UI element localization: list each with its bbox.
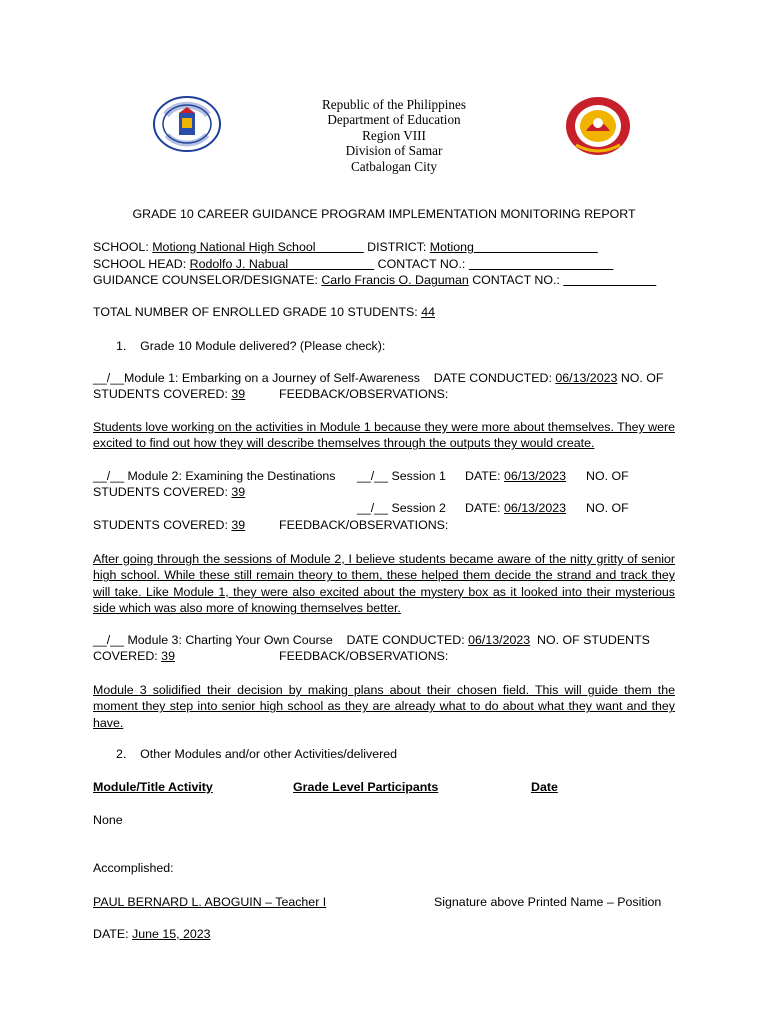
module2-feedback: After going through the sessions of Module 2, I believe students became aware of the nitty gritty of senior high school. While these still remain theory to them, these helped them decide the strand and track they will take. Like Module 1, they were also excited about the mystery box as it looked into their mysterious side which was also more of knowing themselves better. xyxy=(93,552,675,616)
question-2: 2. Other Modules and/or other Activities/delivered xyxy=(116,747,398,761)
module3-date: 06/13/2023 xyxy=(468,633,531,647)
header-line-division: Division of Samar xyxy=(345,143,443,159)
module1-students: 39 xyxy=(231,387,246,401)
module1-feedback: Students love working on the activities in Module 1 because they were more about themselves. They were excited to find out how they will describe themselves through the outputs they would create. xyxy=(93,420,675,451)
module2-noof-1: NO. OF xyxy=(586,469,629,483)
school-value: Motiong National High School xyxy=(152,240,316,254)
contact-label: CONTACT NO.: xyxy=(377,257,466,271)
module2-session1-line: __/__ Session 1 xyxy=(357,469,446,483)
deped-seal-icon xyxy=(152,95,222,153)
counselor-line xyxy=(93,273,656,287)
school-head-label: SCHOOL HEAD: xyxy=(93,257,187,271)
module1-students-line: STUDENTS COVERED: 39 xyxy=(93,387,246,401)
module2-date2: 06/13/2023 xyxy=(504,501,567,515)
header-line-city: Catbalogan City xyxy=(350,158,438,174)
enrolled-line xyxy=(93,305,435,319)
module1-feedback-label: FEEDBACK/OBSERVATIONS: xyxy=(279,387,449,401)
module3-covered-line: COVERED: 39 xyxy=(93,649,175,663)
header-line-republic: Republic of the Philippines xyxy=(322,97,466,112)
footer-date-line: DATE: June 15, 2023 xyxy=(93,927,211,941)
module2-students1-line: STUDENTS COVERED: 39 xyxy=(93,485,246,499)
question-1: 1. Grade 10 Module delivered? (Please check): xyxy=(116,339,386,353)
table-header-date: Date xyxy=(531,780,558,794)
enrolled-value: 44 xyxy=(421,305,435,319)
counselor-value: Carlo Francis O. Daguman xyxy=(321,273,469,287)
district-value: Motiong xyxy=(429,240,474,254)
counselor-contact-blank xyxy=(563,273,656,287)
session2-check[interactable]: __/__ xyxy=(357,501,389,515)
report-title: GRADE 10 CAREER GUIDANCE PROGRAM IMPLEMENTATION MONITORING REPORT xyxy=(132,207,636,221)
module3-line: __/__ Module 3: Charting Your Own Course DATE CONDUCTED: 06/13/2023 NO. OF STUDENTS xyxy=(93,633,650,647)
header-line-region: Region VIII xyxy=(362,127,426,143)
module1-check[interactable]: __/__ xyxy=(93,371,125,385)
module3-feedback-label: FEEDBACK/OBSERVATIONS: xyxy=(279,649,449,663)
module2-date1-line: DATE: 06/13/2023 xyxy=(465,469,567,483)
school-head-value: Rodolfo J. Nabual xyxy=(189,257,289,271)
school-label: SCHOOL: xyxy=(93,240,149,254)
module3-feedback: Module 3 solidified their decision by making plans about their chosen field. This will guide them the moment they step into senior high school as they are already what to do about what they want and they have. xyxy=(93,683,675,730)
school-line xyxy=(93,240,598,254)
module2-title: Module 2: Examining the Destinations xyxy=(127,469,336,483)
module2-date2-line: DATE: 06/13/2023 xyxy=(465,501,567,515)
module2-students2-line: STUDENTS COVERED: 39 xyxy=(93,518,246,532)
footer-date-value: June 15, 2023 xyxy=(132,927,211,941)
module1-date: 06/13/2023 xyxy=(555,371,618,385)
module1-line: __/__Module 1: Embarking on a Journey of Self-Awareness DATE CONDUCTED: 06/13/2023 NO. OF xyxy=(93,371,664,385)
letterhead xyxy=(260,97,528,174)
enrolled-label: TOTAL NUMBER OF ENROLLED GRADE 10 STUDENTS: xyxy=(93,305,418,319)
header-line-department: Department of Education xyxy=(327,112,461,128)
module3-check[interactable]: __/__ xyxy=(93,633,125,647)
contact-blank xyxy=(469,257,614,271)
module2-date1: 06/13/2023 xyxy=(504,469,567,483)
table-header-module: Module/Title Activity xyxy=(93,780,213,794)
teacher-name: PAUL BERNARD L. ABOGUIN – Teacher I xyxy=(93,895,327,909)
module2-feedback-label: FEEDBACK/OBSERVATIONS: xyxy=(279,518,449,532)
module2-check[interactable]: __/__ xyxy=(93,469,125,483)
session1-check[interactable]: __/__ xyxy=(357,469,389,483)
module2-students2: 39 xyxy=(231,518,246,532)
module3-students: 39 xyxy=(161,649,175,663)
module1-title: Module 1: Embarking on a Journey of Self-Awareness xyxy=(124,371,420,385)
module2-noof-2: NO. OF xyxy=(586,501,629,515)
table-value-none: None xyxy=(93,813,123,827)
accomplished-label: Accomplished: xyxy=(93,861,174,875)
module2-session2-line: __/__ Session 2 xyxy=(357,501,446,515)
table-header-grade-level: Grade Level Participants xyxy=(293,780,439,794)
module2-students1: 39 xyxy=(231,485,246,499)
counselor-contact-label: CONTACT NO.: xyxy=(472,273,560,287)
module3-title: Module 3: Charting Your Own Course xyxy=(127,633,333,647)
counselor-label: GUIDANCE COUNSELOR/DESIGNATE: xyxy=(93,273,318,287)
module2-line xyxy=(93,469,335,483)
school-head-line xyxy=(93,257,613,271)
division-of-samar-seal-icon xyxy=(564,95,632,157)
district-label: DISTRICT: xyxy=(367,240,427,254)
signature-label: Signature above Printed Name – Position xyxy=(434,895,662,909)
